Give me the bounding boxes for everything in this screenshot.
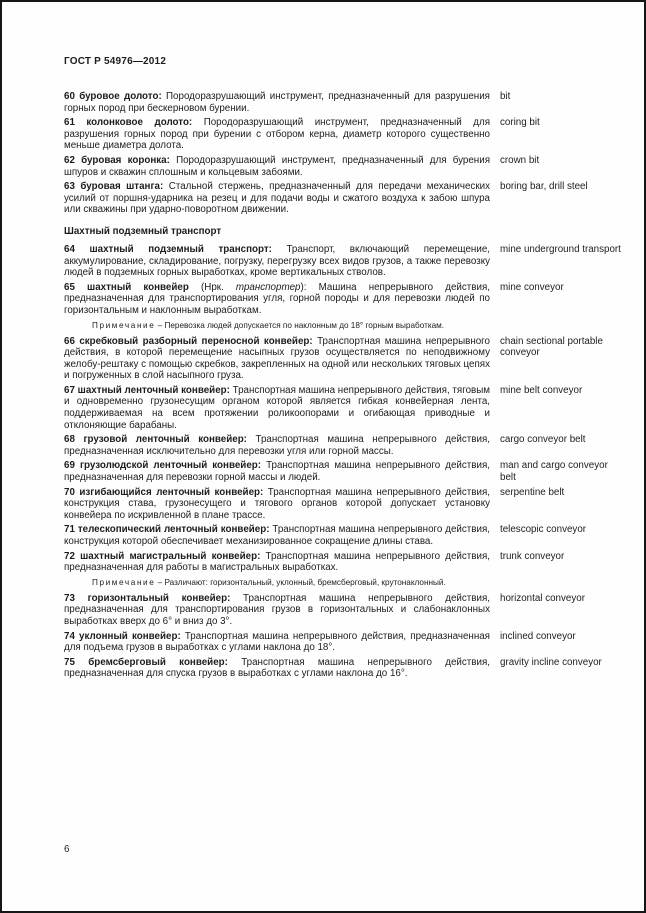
term-label: телескопический ленточный конвейер: [74, 524, 270, 536]
term-entry-main [64, 657, 490, 680]
term-entry-main [64, 282, 490, 333]
page-number: 6 [64, 844, 70, 855]
english-term: bit [500, 91, 511, 102]
english-term: trunk conveyor [500, 550, 565, 562]
term-label: уклонный конвейер: [74, 630, 181, 642]
term-entry-main [64, 524, 490, 547]
english-term: mine belt conveyor [500, 384, 583, 396]
definition-text: Транспортная машина непрерывного действия, конструкция которой обеспечивает механизированное сокращение длины става. [64, 524, 490, 547]
entries [64, 91, 622, 680]
term-definition [64, 282, 490, 317]
term-entry [64, 524, 622, 547]
term-entry [64, 155, 622, 178]
term-entry [64, 460, 622, 483]
term-entry [64, 593, 622, 628]
term-entry-main [64, 487, 490, 522]
definition-text: Транспортная машина непрерывного действия, тяговым и одновременно грузонесущим органом которой является гибкая конвейерная лента, поддерживаемая на всем протяжении роликоопорами и огибающая приводные и отклоняющие барабаны. [64, 384, 490, 431]
english-term: mine conveyor [500, 281, 564, 293]
note-label: Примечание [92, 320, 156, 330]
english-term: telescopic conveyor [500, 524, 587, 536]
term-definition [64, 593, 490, 628]
definition-text: Транспортная машина непрерывного действия, предназначенная исключительно для перевозки угля или горной массы. [64, 434, 490, 457]
term-label: бремсберговый конвейер: [74, 656, 228, 668]
english-term: mine underground transport [500, 243, 621, 255]
term-label: буровая коронка: [74, 154, 170, 166]
definition-text: Транспортная машина непрерывного действия, предназначенная для работы в магистральных выработках. [64, 550, 490, 574]
term-definition [64, 524, 490, 547]
term-entry [64, 551, 622, 590]
term-entry-main [64, 434, 490, 457]
document-header: ГОСТ Р 54976—2012 [64, 56, 167, 67]
term-definition [64, 155, 490, 178]
term-part: ): [300, 281, 307, 293]
term-label: изгибающийся ленточный конвейер: [74, 486, 264, 498]
term-part: (Нрк. [188, 281, 236, 293]
term-definition [64, 385, 490, 431]
term-label: грузовой ленточный конвейер: [74, 434, 247, 446]
term-entry-main [64, 91, 490, 114]
term-label: шахтный подземный транспорт: [74, 243, 272, 255]
term-parts [189, 282, 307, 293]
note-text: – Различают: горизонтальный, уклонный, бремсберговый, крутонаклонный. [155, 577, 446, 587]
term-number: 71 [64, 524, 75, 536]
term-definition [64, 91, 490, 114]
term-entry [64, 91, 622, 114]
term-entry [64, 657, 622, 680]
term-definition [64, 551, 490, 574]
term-label: грузолюдской ленточный конвейер: [74, 460, 262, 472]
definition-text: Породоразрушающий инструмент, предназначенный для разрушения горных пород при бурении с отбором керна, диаметр которого существенно меньше диаметра долота. [64, 117, 491, 152]
term-label: шахтный ленточный конвейер: [74, 384, 230, 396]
term-definition [64, 434, 490, 457]
term-definition [64, 460, 490, 483]
term-number: 65 [64, 281, 75, 293]
entry-note [64, 321, 490, 331]
definition-text: Транспортная машина непрерывного действия, в которой перемещение насыпных грузов осуществляется по неподвижному желобу-рештаку с помощью скребков, закрепленных на одной или нескольких тяговых цепях и погруженных в слой насыпного груза. [64, 335, 490, 382]
term-entry [64, 434, 622, 457]
term-entry [64, 385, 622, 431]
term-entry [64, 244, 622, 279]
definition-text: Транспортная машина непрерывного действия, предназначенная для подъема грузов в выработках с углами наклона до 18°. [64, 630, 490, 654]
definition-text: Транспортная машина непрерывного действия, конструкция става, грузонесущего и тягового органов которой допускает установку конвейера по искривленной в плане трассе. [64, 486, 490, 521]
term-entry-main [64, 593, 490, 628]
term-entry-main [64, 551, 490, 590]
term-number: 64 [64, 243, 75, 255]
term-entry-main [64, 181, 490, 216]
term-definition [64, 336, 490, 382]
definition-text: Транспортная машина непрерывного действия, предназначенная для спуска грузов в выработках с углами наклона до 16°. [64, 656, 490, 680]
term-entry-main [64, 117, 490, 152]
english-term: gravity incline conveyor [500, 656, 602, 668]
english-term: cargo conveyor belt [500, 434, 586, 446]
term-number: 63 [64, 181, 75, 193]
term-number: 62 [64, 154, 75, 166]
term-definition [64, 487, 490, 522]
entry-note [64, 578, 490, 588]
definition-text: Породоразрушающий инструмент, предназначенный для разрушения горных пород при бескерновом бурении. [64, 91, 490, 114]
term-entry-main [64, 244, 490, 279]
term-label: шахтный конвейер [74, 281, 189, 293]
english-term: crown bit [500, 154, 540, 166]
term-label: горизонтальный конвейер: [74, 592, 231, 604]
term-number: 70 [64, 486, 75, 498]
english-term: serpentine belt [500, 486, 565, 498]
term-number: 66 [64, 335, 75, 347]
term-entry-main [64, 460, 490, 483]
term-number: 74 [64, 630, 75, 642]
note-text: – Перевозка людей допускается по наклонным до 18° горным выработкам. [155, 320, 445, 330]
term-definition [64, 244, 490, 279]
term-label: буровое долото: [74, 91, 162, 102]
term-number: 67 [64, 384, 75, 396]
term-number: 60 [64, 91, 75, 102]
english-term: coring bit [500, 117, 540, 129]
term-entry-main [64, 336, 490, 382]
term-entry [64, 181, 622, 216]
term-number: 69 [64, 460, 75, 472]
definition-text: Стальной стержень, предназначенный для передачи механических усилий от поршня-ударника на резец и для подачи воды и сжатого воздуха к забою шпура или скважины при ударно-поворотном движении. [64, 181, 490, 216]
definition-text: Транспортная машина непрерывного действия, предназначенная для перевозки горной массы и людей. [64, 460, 490, 484]
term-entry [64, 336, 622, 382]
deprecated-term: транспортер [235, 281, 301, 293]
term-label: шахтный магистральный конвейер: [74, 550, 261, 562]
term-entry-main [64, 385, 490, 431]
term-number: 75 [64, 656, 75, 668]
term-entry [64, 282, 622, 333]
term-entry-main [64, 155, 490, 178]
term-number: 68 [64, 434, 75, 446]
term-definition [64, 631, 490, 654]
english-term: horizontal conveyor [500, 592, 585, 604]
term-definition [64, 117, 490, 152]
definition-text: Транспортная машина непрерывного действия, предназначенная для транспортирования грузов в горизонтальных и слабонаклонных выработках вверх до 6° и вниз до 3°. [64, 592, 490, 627]
english-term: boring bar, drill steel [500, 181, 588, 193]
definition-text: Машина непрерывного действия, предназначенная для транспортирования угля, горной породы и для перевозки людей по горизонтальным и наклонным выработкам. [64, 281, 490, 316]
note-label: Примечание [92, 577, 156, 587]
english-term: man and cargo conveyor belt [500, 460, 608, 484]
definition-text: Транспорт, включающий перемещение, аккумулирование, складирование, погрузку, перегрузку всех видов грузов, а также перевозку людей в подземных горных выработках, кроме вертикальных стволов. [64, 243, 490, 279]
term-number: 72 [64, 550, 75, 562]
term-definition [64, 181, 490, 216]
term-number: 73 [64, 592, 75, 604]
term-entry-main [64, 631, 490, 654]
section-heading: Шахтный подземный транспорт [64, 225, 222, 237]
term-entry [64, 631, 622, 654]
term-label: скребковый разборный переносной конвейер: [74, 335, 313, 347]
english-term: inclined conveyor [500, 630, 576, 642]
term-entry [64, 117, 622, 152]
term-definition [64, 657, 490, 680]
term-number: 61 [64, 117, 75, 129]
definition-text: Породоразрушающий инструмент, предназначенный для бурения шпуров и скважин сплошным и кольцевым забоями. [64, 154, 490, 178]
term-label: колонковое долото: [74, 117, 193, 129]
term-entry [64, 487, 622, 522]
english-term: chain sectional portable conveyor [500, 335, 603, 359]
term-label: буровая штанга: [74, 181, 164, 193]
